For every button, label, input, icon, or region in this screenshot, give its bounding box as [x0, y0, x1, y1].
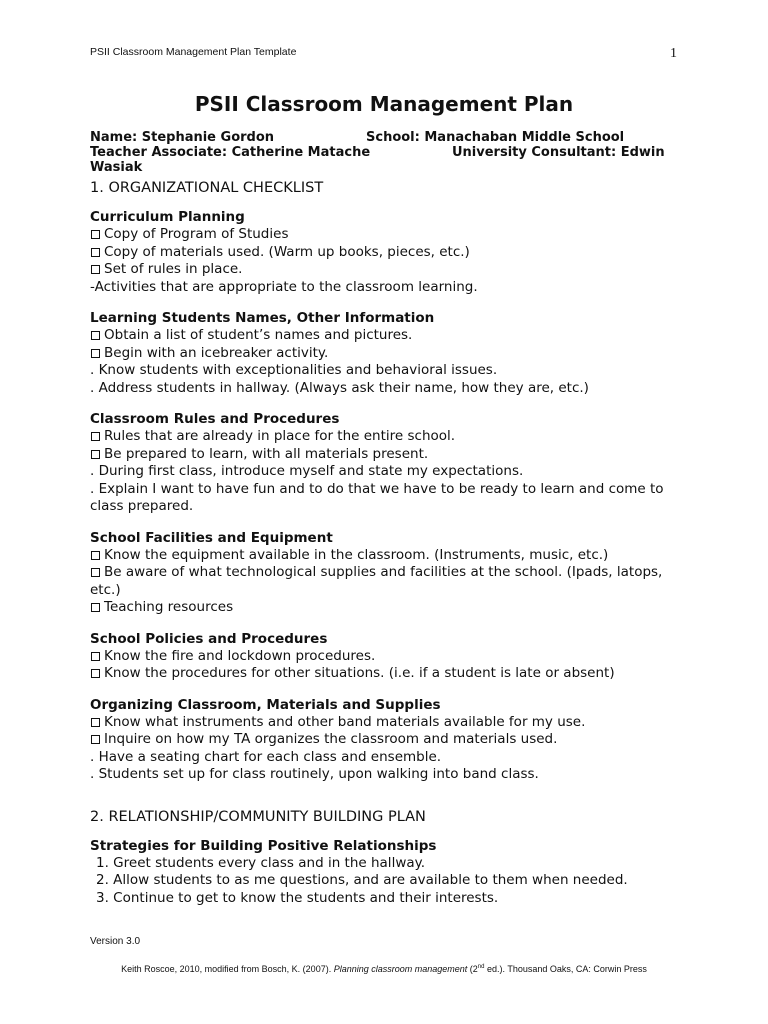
checkbox-icon — [91, 265, 100, 274]
checklist-groups — [90, 209, 690, 784]
subsection-heading: School Facilities and Equipment — [90, 529, 333, 546]
citation-sup: nd — [477, 964, 485, 970]
list-item — [90, 327, 690, 345]
subsection-heading: Classroom Rules and Procedures — [90, 411, 340, 427]
page-number: 1 — [670, 46, 677, 61]
subsection-heading: Curriculum Planning — [90, 209, 245, 225]
relationship-strategies-list — [90, 855, 690, 908]
list-item — [90, 564, 690, 599]
subsection-heading: Organizing Classroom, Materials and Supplies — [90, 696, 441, 713]
list-item-text: Copy of materials used. (Warm up books, pieces, etc.) — [104, 243, 470, 260]
checklist — [90, 226, 690, 296]
list-item: 1. Greet students every class and in the hallway. — [96, 854, 425, 871]
teacher-name: Name: Stephanie Gordon — [90, 130, 275, 145]
list-item — [90, 345, 690, 363]
list-item-text: Set of rules in place. — [104, 261, 243, 277]
checkbox-icon — [91, 568, 100, 577]
subsection-heading: Learning Students Names, Other Information — [90, 310, 435, 326]
list-item — [90, 362, 690, 380]
list-item-text: -Activities that are appropriate to the classroom learning. — [90, 278, 478, 295]
list-item — [90, 463, 690, 481]
list-item — [90, 428, 690, 446]
list-item-text: Know the procedures for other situations. (i.e. if a student is late or absent) — [104, 665, 615, 681]
list-item-text: . Have a seating chart for each class and ensemble. — [90, 748, 442, 765]
list-item — [90, 261, 690, 279]
school-name: School: Manachaban Middle School — [366, 130, 625, 145]
checklist — [90, 428, 690, 516]
list-item — [90, 714, 690, 732]
document-body — [90, 130, 690, 907]
citation-pre: Keith Roscoe, 2010, modified from Bosch, K. (2007). — [121, 964, 334, 974]
list-item-text: Begin with an icebreaker activity. — [104, 344, 329, 361]
list-item-text: . Students set up for class routinely, upon walking into band class. — [90, 766, 539, 782]
section-1-heading: 1. ORGANIZATIONAL CHECKLIST — [90, 180, 324, 196]
list-item — [90, 446, 690, 464]
list-item — [90, 731, 690, 749]
university-consultant: University Consultant: Edwin — [452, 145, 665, 160]
info-block — [90, 130, 690, 175]
checkbox-icon — [91, 450, 100, 459]
checkbox-icon — [91, 603, 100, 612]
list-item-text: . Know students with exceptionalities and behavioral issues. — [90, 362, 498, 378]
list-item — [90, 665, 690, 683]
checkbox-icon — [91, 652, 100, 661]
list-item — [90, 749, 690, 767]
teacher-associate: Teacher Associate: Catherine Matache — [90, 145, 371, 160]
list-item-text: Be aware of what technological supplies and facilities at the school. (Ipads, latops, etc.) — [90, 564, 663, 598]
checkbox-icon — [91, 248, 100, 257]
checklist — [90, 547, 690, 617]
checkbox-icon — [91, 669, 100, 678]
list-item-text: Inquire on how my TA organizes the classroom and materials used. — [104, 731, 558, 747]
list-item-text: Copy of Program of Studies — [104, 226, 289, 242]
checkbox-icon — [91, 349, 100, 358]
subsection-heading: School Policies and Procedures — [90, 630, 328, 647]
list-item — [90, 279, 690, 297]
citation-mid: (2 — [467, 964, 478, 974]
checklist — [90, 648, 690, 683]
checkbox-icon — [91, 230, 100, 239]
citation-title: Planning classroom management — [333, 964, 468, 974]
list-item-text: . Address students in hallway. (Always ask their name, how they are, etc.) — [90, 379, 589, 396]
list-item-text: Teaching resources — [104, 599, 234, 615]
list-item — [90, 547, 690, 565]
list-item-text: Know the fire and lockdown procedures. — [104, 647, 376, 664]
university-consultant-tail: Wasiak — [90, 160, 143, 175]
list-item — [90, 648, 690, 666]
version-label: Version 3.0 — [90, 936, 141, 947]
list-item — [90, 481, 690, 516]
section-2-heading: 2. RELATIONSHIP/COMMUNITY BUILDING PLAN — [90, 808, 426, 825]
list-item — [90, 244, 690, 262]
section-2-subheading: Strategies for Building Positive Relationships — [90, 837, 437, 854]
list-item — [90, 766, 690, 784]
list-item-text: Be prepared to learn, with all materials present. — [104, 445, 429, 462]
checkbox-icon — [91, 551, 100, 560]
list-item-text: Obtain a list of student’s names and pictures. — [104, 327, 413, 343]
list-item — [90, 226, 690, 244]
list-item: 2. Allow students to as me questions, and are available to them when needed. — [96, 872, 628, 888]
checkbox-icon — [91, 331, 100, 340]
checklist — [90, 327, 690, 397]
list-item — [90, 599, 690, 617]
document-title: PSII Classroom Management Plan — [194, 92, 574, 116]
list-item-text: . Explain I want to have fun and to do that we have to be ready to learn and come to class prepared. — [90, 480, 664, 514]
checkbox-icon — [91, 735, 100, 744]
checkbox-icon — [91, 718, 100, 727]
list-item-text: . During first class, introduce myself and state my expectations. — [90, 463, 524, 479]
list-item — [90, 380, 690, 398]
citation-post: ed.). Thousand Oaks, CA: Corwin Press — [484, 964, 647, 974]
list-item-text: Know what instruments and other band materials available for my use. — [104, 713, 586, 730]
citation-footer — [0, 964, 768, 974]
checkbox-icon — [91, 432, 100, 441]
list-item-text: Know the equipment available in the classroom. (Instruments, music, etc.) — [104, 546, 609, 563]
checklist — [90, 714, 690, 784]
running-header: PSII Classroom Management Plan Template — [90, 46, 297, 58]
list-item: 3. Continue to get to know the students and their interests. — [96, 889, 499, 906]
list-item-text: Rules that are already in place for the entire school. — [104, 428, 456, 444]
